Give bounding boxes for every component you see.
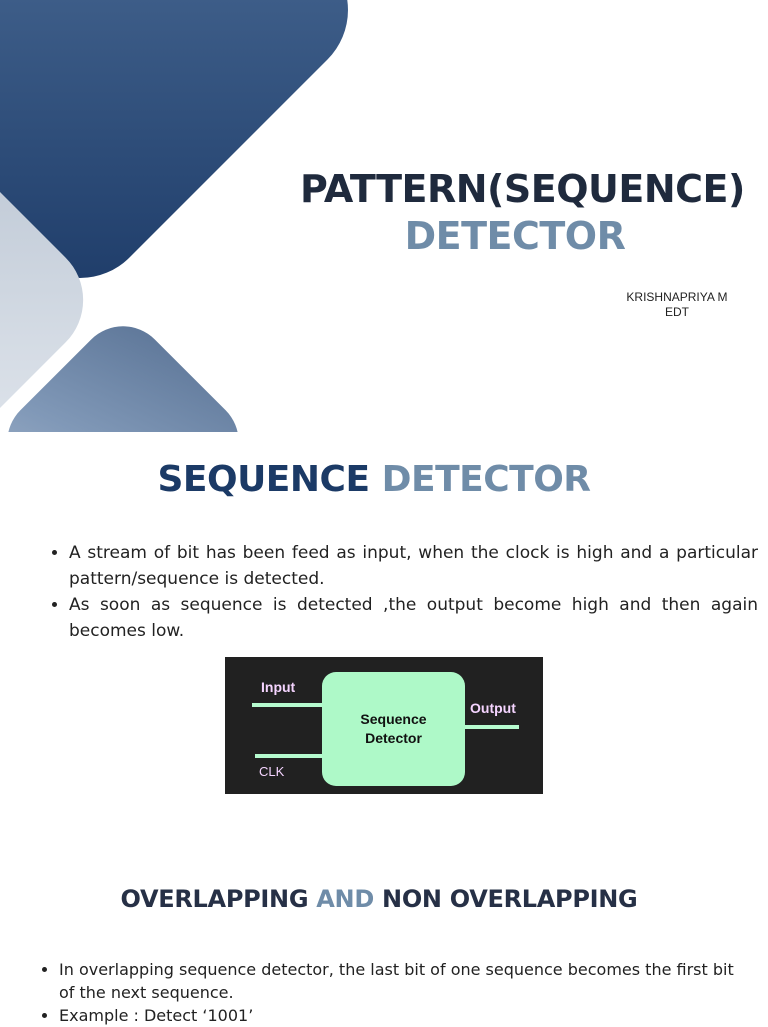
detector-box-line1: Sequence bbox=[360, 711, 427, 727]
list-item: • In overlapping sequence detector, the last bit of one sequence becomes the first bit of the next sequence. bbox=[59, 958, 748, 1004]
list-item: • Example : Detect ‘1001’ bbox=[59, 1004, 748, 1027]
slide-title-line1: PATTERN(SEQUENCE) bbox=[300, 167, 745, 211]
author-name: KRISHNAPRIYA M bbox=[626, 290, 728, 304]
author-block bbox=[612, 290, 742, 320]
section-heading bbox=[0, 458, 748, 502]
intro-bullet-list bbox=[48, 540, 758, 644]
title-slide bbox=[0, 0, 768, 432]
detector-box-line2: Detector bbox=[365, 730, 422, 746]
diagram-clk-label: CLK bbox=[259, 764, 285, 779]
sequence-detector-diagram bbox=[225, 657, 543, 794]
subheading-part3: NON OVERLAPPING bbox=[382, 885, 638, 913]
section-heading-part2: DETECTOR bbox=[381, 459, 591, 500]
list-item: • A stream of bit has been feed as input, when the clock is high and a particular pattern/sequence is detected. bbox=[69, 540, 758, 592]
input-wire bbox=[252, 703, 322, 707]
list-item: • As soon as sequence is detected ,the output become high and then again becomes low. bbox=[69, 592, 758, 644]
subheading bbox=[0, 883, 758, 915]
clk-wire bbox=[255, 754, 322, 758]
author-dept: EDT bbox=[665, 305, 689, 319]
subheading-part2: AND bbox=[316, 885, 374, 913]
detector-box-label bbox=[322, 710, 465, 748]
overlap-bullet-list bbox=[39, 958, 748, 1027]
diagram-input-label: Input bbox=[261, 679, 296, 695]
content-slide bbox=[0, 432, 768, 1024]
diagram-output-label: Output bbox=[470, 700, 516, 716]
output-wire bbox=[465, 725, 519, 729]
section-heading-part1: SEQUENCE bbox=[157, 459, 370, 500]
slide-title-line2: DETECTOR bbox=[404, 214, 626, 258]
subheading-part1: OVERLAPPING bbox=[120, 885, 309, 913]
